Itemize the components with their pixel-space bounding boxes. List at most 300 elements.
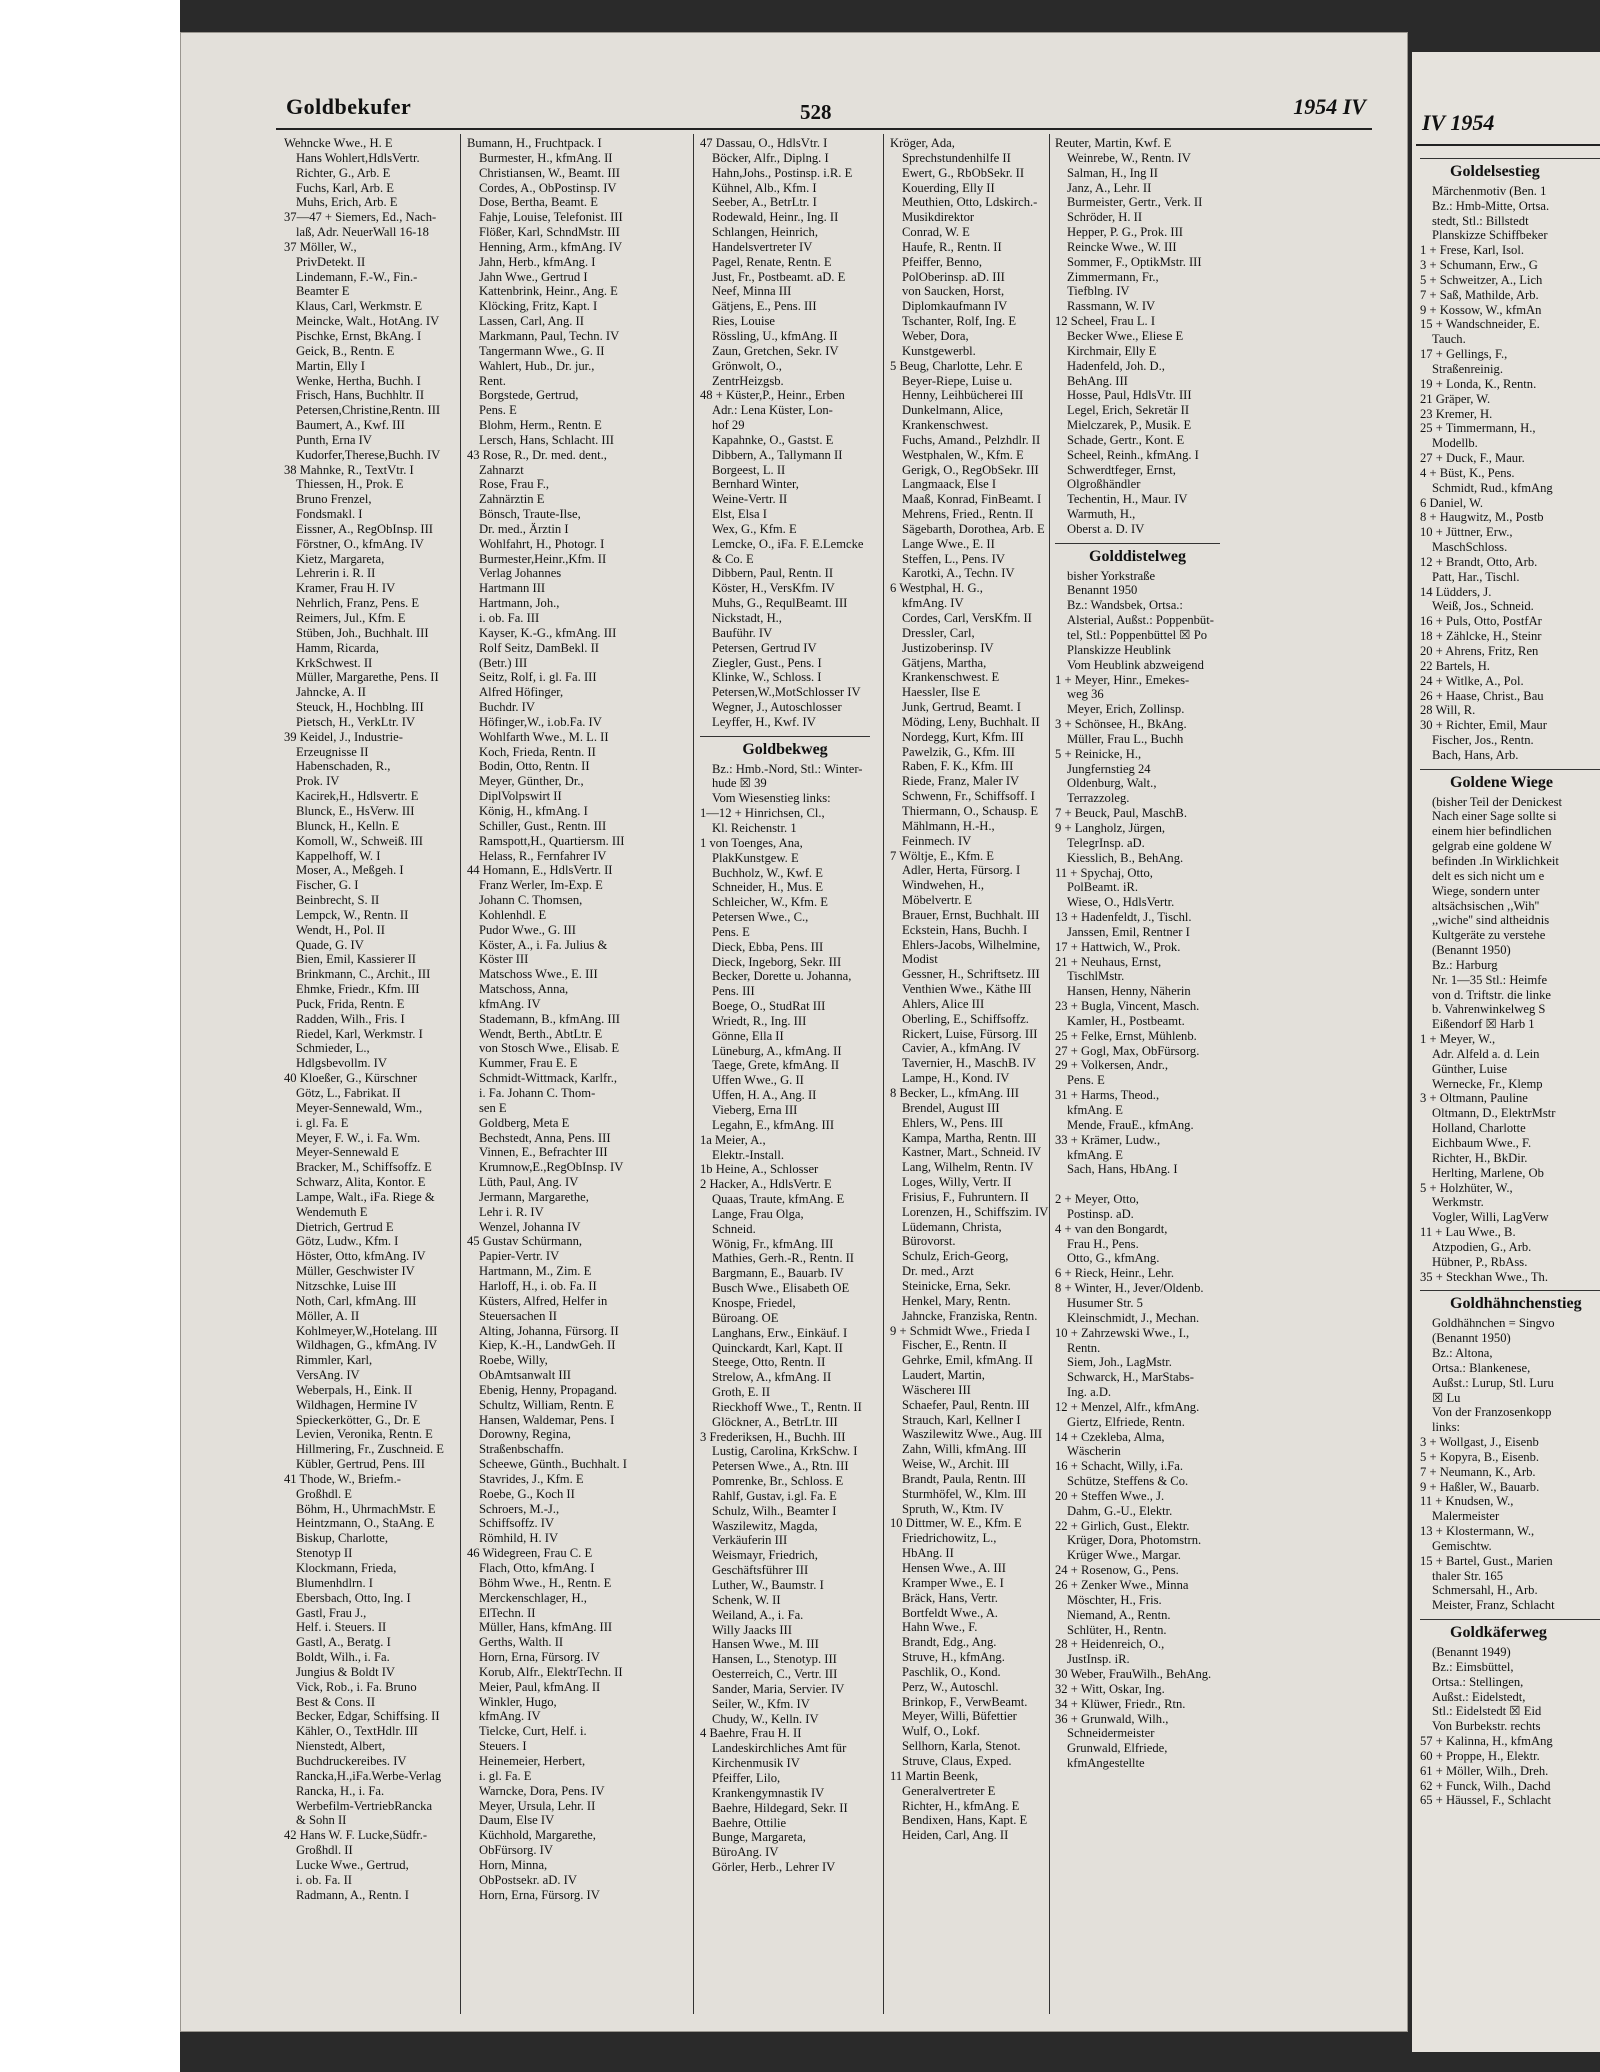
directory-entry: Weinrebe, W., Rentn. IV [1067, 150, 1191, 165]
directory-entry: Gönne, Ella II [712, 1028, 784, 1043]
directory-entry: Weber, Dora, [902, 328, 969, 343]
directory-entry: Buchdr. IV [479, 700, 535, 715]
directory-entry: Meyer, Willi, Büfettier [902, 1709, 1017, 1724]
directory-entry: 46 Widegreen, Frau C. E [467, 1546, 593, 1561]
directory-entry: 62 + Funck, Wilh., Dachd [1420, 1778, 1551, 1793]
directory-entry: 21 + Neuhaus, Ernst, [1055, 954, 1162, 969]
directory-entry: Becker, Dorette u. Johanna, [712, 969, 852, 984]
directory-entry: Stademann, B., kfmAng. III [479, 1011, 620, 1026]
directory-entry: Strauch, Karl, Kellner I [902, 1412, 1021, 1427]
directory-entry: Meister, Franz, Schlacht [1432, 1598, 1555, 1613]
directory-entry: 2 Hacker, A., HdlsVertr. E [700, 1177, 832, 1192]
column-1 [284, 136, 454, 2016]
directory-entry: Horn, Erna, Fürsorg. IV [479, 1887, 600, 1902]
directory-entry: Pens. E [712, 924, 750, 939]
directory-entry: Glöckner, A., BetrLtr. III [712, 1414, 838, 1429]
directory-entry: Bach, Hans, Arb. [1432, 747, 1519, 762]
directory-entry: Märchenmotiv (Ben. 1 [1432, 183, 1547, 198]
directory-entry: i. gl. Fa. E [296, 1115, 349, 1130]
directory-entry: Schütze, Steffens & Co. [1067, 1474, 1189, 1489]
directory-entry: Zimmermann, Fr., [1067, 269, 1159, 284]
directory-entry: Radden, Wilh., Fris. I [296, 1011, 405, 1026]
directory-entry: Alsterial, Außst.: Poppenbüt- [1067, 613, 1214, 628]
directory-entry: PolBeamt. iR. [1067, 880, 1139, 895]
directory-entry: Gastl, A., Beratg. I [296, 1635, 391, 1650]
directory-entry: kfmAng. IV [479, 996, 541, 1011]
directory-entry: Meyer, Ursula, Lehr. II [479, 1798, 596, 1813]
directory-entry: Schaefer, Paul, Rentn. III [902, 1397, 1030, 1412]
directory-entry: Stenotyp II [296, 1546, 353, 1561]
directory-entry: Roebe, G., Koch II [479, 1486, 575, 1501]
directory-entry: Nitzschke, Luise III [296, 1278, 397, 1293]
directory-entry: Ziegler, Gust., Pens. I [712, 655, 822, 670]
directory-entry: Kirchenmusik IV [712, 1756, 800, 1771]
directory-entry: Straßenreinig. [1432, 361, 1503, 376]
directory-entry: Ebenig, Henny, Propagand. [479, 1382, 618, 1397]
scan-margin [0, 0, 180, 2072]
directory-entry: Wendt, H., Pol. II [296, 922, 385, 937]
directory-entry: Verkäuferin III [712, 1533, 788, 1548]
directory-entry: von d. Triftstr. die linke [1432, 987, 1551, 1002]
directory-entry: Rassmann, W. IV [1067, 299, 1156, 314]
directory-entry: Pens. E [479, 403, 517, 418]
directory-entry: Modist [902, 952, 938, 967]
directory-entry: Frisch, Hans, Buchhltr. II [296, 388, 425, 403]
directory-entry: Jahn, Herb., kfmAng. I [479, 254, 596, 269]
directory-entry: 31 + Harms, Theod., [1055, 1088, 1160, 1103]
directory-entry: Rieckhoff Wwe., T., Rentn. II [712, 1399, 862, 1414]
directory-entry: ☒ Lu [1432, 1390, 1461, 1405]
directory-entry: Struve, H., kfmAng. [902, 1650, 1005, 1665]
directory-entry: Luther, W., Baumstr. I [712, 1578, 824, 1592]
directory-entry: Korub, Alfr., ElektrTechn. II [479, 1664, 623, 1679]
directory-entry: Schade, Gertr., Kont. E [1067, 432, 1185, 447]
directory-entry: Riedel, Karl, Werkmstr. I [296, 1026, 423, 1041]
directory-entry: Sommer, F., OptikMstr. III [1067, 254, 1202, 269]
directory-entry: Hartmann, M., Zim. E [479, 1264, 592, 1279]
directory-entry: Beyer-Riepe, Luise u. [902, 373, 1013, 388]
directory-entry: Meyer-Sennewald, Wm., [296, 1100, 423, 1115]
directory-entry: Rimmler, Karl, [296, 1353, 373, 1368]
directory-entry: Sprechstundenhilfe II [902, 150, 1011, 165]
directory-entry: Außst.: Lurup, Stl. Luru [1432, 1375, 1554, 1390]
directory-entry: Büroang. OE [712, 1310, 779, 1325]
directory-entry: Oltmann, D., ElektrMstr [1432, 1106, 1556, 1121]
directory-entry: Eichbaum Wwe., F. [1432, 1136, 1532, 1150]
directory-entry: Ortsa.: Stellingen, [1432, 1674, 1524, 1689]
directory-entry: Schlüter, H., Rentn. [1067, 1622, 1167, 1637]
directory-entry: Kiep, K.-H., LandwGeh. II [479, 1338, 616, 1353]
directory-entry: 22 Bartels, H. [1420, 658, 1490, 673]
directory-entry: 39 Keidel, J., Industrie- [284, 729, 403, 744]
directory-entry: 8 Becker, L., kfmAng. III [890, 1086, 1019, 1100]
directory-entry: 61 + Möller, Wilh., Dreh. [1420, 1763, 1549, 1778]
directory-entry: 41 Thode, W., Briefm.- [284, 1471, 401, 1486]
directory-entry: Dibbern, Paul, Rentn. II [712, 566, 834, 581]
directory-entry: 1 von Toenges, Ana, [700, 835, 803, 850]
directory-entry: 6 + Rieck, Heinr., Lehr. [1055, 1266, 1175, 1281]
directory-entry: Habenschaden, R., [296, 759, 391, 774]
directory-entry: Günther, Luise [1432, 1061, 1508, 1076]
directory-entry: Kappelhoff, W. I [296, 848, 381, 863]
directory-entry: Hahn,Johs., Postinsp. i.R. E [712, 165, 853, 180]
directory-entry: Hensen Wwe., A. III [902, 1561, 1006, 1575]
directory-entry: Görler, Herb., Lehrer IV [712, 1860, 836, 1875]
directory-entry: Steege, Otto, Rentn. II [712, 1355, 826, 1370]
directory-entry: 35 + Steckhan Wwe., Th. [1420, 1269, 1549, 1284]
directory-entry: Werkmstr. [1432, 1195, 1484, 1210]
directory-entry: von Stosch Wwe., Elisab. E [479, 1041, 620, 1056]
directory-entry: Lucke Wwe., Gertrud, [296, 1857, 409, 1872]
directory-entry: Fischer, G. I [296, 878, 359, 893]
directory-entry: Wex, G., Kfm. E [712, 521, 797, 536]
directory-entry: Weiß, Jos., Schneid. [1432, 599, 1534, 614]
directory-entry: Wehncke Wwe., H. E [284, 136, 393, 150]
directory-entry: Moser, A., Meßgeh. I [296, 863, 404, 878]
directory-entry: Wiese, O., HdlsVertr. [1067, 895, 1175, 910]
directory-entry: Hansen Wwe., M. III [712, 1637, 819, 1652]
directory-entry: 11 Martin Beenk, [890, 1768, 979, 1783]
directory-entry: Daum, Else IV [479, 1813, 555, 1828]
directory-entry: Böhm Wwe., H., Rentn. E [479, 1575, 612, 1590]
directory-entry: Wernecke, Fr., Klemp [1432, 1076, 1543, 1091]
directory-entry: 5 Beug, Charlotte, Lehr. E [890, 358, 1023, 373]
directory-entry: Oberst a. D. IV [1067, 521, 1145, 536]
directory-entry: gelgrab eine goldene W [1432, 839, 1552, 854]
directory-entry: Kühnel, Alb., Kfm. I [712, 180, 817, 195]
directory-entry: 14 Lüdders, J. [1420, 584, 1492, 599]
directory-entry: ,,wiche'' sind altheidnis [1432, 913, 1550, 928]
directory-entry: Wriedt, R., Ing. III [712, 1013, 807, 1028]
directory-entry: Bz.: Hmb.-Nord, Stl.: Winter- [712, 761, 863, 776]
directory-entry: Ortsa.: Blankenese, [1432, 1360, 1531, 1375]
directory-entry: Lassen, Carl, Ang. II [479, 314, 584, 329]
directory-entry: 5 + Reinicke, H., [1055, 746, 1142, 761]
directory-entry: Bürovorst. [902, 1234, 956, 1249]
directory-entry: 37—47 + Siemers, Ed., Nach- [284, 210, 437, 225]
directory-entry: Kouerding, Elly II [902, 180, 995, 195]
directory-entry: 7 + Saß, Mathilde, Arb. [1420, 287, 1539, 302]
directory-entry: Fahje, Louise, Telefonist. III [479, 210, 623, 225]
directory-entry: Herlting, Marlene, Ob [1432, 1165, 1544, 1180]
directory-entry: 25 + Timmermann, H., [1420, 421, 1536, 436]
directory-entry: Zaun, Gretchen, Sekr. IV [712, 343, 839, 358]
directory-entry: Winkler, Hugo, [479, 1694, 557, 1709]
directory-entry: Pagel, Renate, Rentn. E [712, 254, 832, 269]
directory-entry: Lustig, Carolina, KrkSchw. I [712, 1444, 858, 1459]
column-5 [1055, 136, 1220, 2016]
directory-entry: Perz, W., Autoschl. [902, 1679, 999, 1694]
directory-entry: Seeber, A., BetrLtr. I [712, 195, 817, 210]
next-page-edge [1412, 52, 1600, 2052]
directory-entry: 36 + Grunwald, Wilh., [1055, 1711, 1169, 1726]
directory-entry: Großhdl. II [296, 1843, 353, 1858]
directory-entry: Sellhorn, Karla, Stenot. [902, 1739, 1021, 1754]
directory-entry: Lampe, Walt., iFa. Riege & [296, 1189, 435, 1204]
directory-entry: Adler, Herta, Fürsorg. I [902, 863, 1021, 878]
directory-entry: Uffen Wwe., G. II [712, 1073, 804, 1088]
directory-entry: KrkSchwest. II [296, 655, 373, 670]
directory-entry: Schneidermeister [1067, 1726, 1155, 1741]
directory-entry: Dieck, Ebba, Pens. III [712, 939, 824, 954]
directory-entry: 4 Baehre, Frau H. II [700, 1726, 802, 1741]
directory-entry: Quaas, Traute, kfmAng. E [712, 1192, 845, 1207]
directory-entry: Nickstadt, H., [712, 611, 782, 625]
directory-entry: Ries, Louise [712, 314, 775, 329]
directory-entry: Hosse, Paul, HdlsVtr. III [1067, 388, 1192, 403]
directory-entry: Grönwolt, O., [712, 358, 782, 373]
directory-entry: Böcker, Alfr., Diplng. I [712, 150, 829, 165]
directory-entry: Techentin, H., Maur. IV [1067, 492, 1188, 507]
directory-entry: Jahncke, A. II [296, 685, 366, 700]
directory-entry: Schmidt, Rud., kfmAng [1432, 480, 1553, 495]
directory-entry: Buchdruckereibes. IV [296, 1753, 407, 1768]
directory-entry: stedt, Stl.: Billstedt [1432, 213, 1529, 228]
directory-entry: Schlangen, Heinrich, [712, 225, 818, 240]
directory-entry: Kübler, Gertrud, Pens. III [296, 1457, 425, 1472]
directory-entry: ObFürsorg. IV [479, 1843, 553, 1858]
directory-entry: Pischke, Ernst, BkAng. I [296, 328, 422, 343]
street-heading: Goldkäferweg [1420, 1619, 1600, 1641]
directory-entry: Gastl, Frau J., [296, 1605, 367, 1620]
directory-entry: 18 + Zählcke, H., Steinr [1420, 629, 1542, 644]
directory-entry: Pietsch, H., VerkLtr. IV [296, 714, 416, 729]
directory-entry: Wahlert, Hub., Dr. jur., [479, 358, 595, 373]
directory-entry: (bisher Teil der Denickest [1432, 794, 1563, 809]
directory-entry: Janssen, Emil, Rentner I [1067, 924, 1190, 939]
directory-entry: Lorenzen, H., Schiffszim. IV [902, 1204, 1049, 1219]
directory-entry: Müller, Hans, kfmAng. III [479, 1620, 613, 1635]
directory-entry: Vinnen, E., Befrachter III [479, 1145, 608, 1160]
directory-entry: Busch Wwe., Elisabeth OE [712, 1281, 850, 1296]
directory-entry: Tangermann Wwe., G. II [479, 343, 605, 358]
directory-entry: Loges, Willy, Vertr. II [902, 1175, 1012, 1190]
street-heading: Goldene Wiege [1420, 769, 1600, 791]
directory-entry: Willy Jaacks III [712, 1622, 792, 1637]
directory-entry: 2 + Meyer, Otto, [1055, 1192, 1139, 1207]
directory-entry: Nach einer Sage sollte si [1432, 809, 1557, 824]
directory-entry: Hamm, Ricarda, [296, 640, 379, 655]
directory-entry: Becker Wwe., Eliese E [1067, 328, 1184, 343]
directory-entry: Pomrenke, Br., Schloss. E [712, 1474, 844, 1489]
directory-entry: Henning, Arm., kfmAng. IV [479, 239, 623, 254]
directory-entry: einem hier befindlichen [1432, 824, 1552, 839]
directory-entry: 19 + Londa, K., Rentn. [1420, 376, 1537, 391]
directory-entry: Warncke, Dora, Pens. IV [479, 1783, 605, 1798]
directory-entry: (Betr.) III [479, 655, 528, 670]
directory-entry: Bracker, M., Schiffsoffz. E [296, 1160, 432, 1175]
directory-entry: Martin, Elly I [296, 358, 365, 373]
directory-entry: Mählmann, H.-H., [902, 818, 995, 833]
directory-entry: 44 Homann, E., HdlsVertr. II [467, 863, 613, 878]
directory-entry: Dietrich, Gertrud E [296, 1219, 394, 1234]
directory-entry: Horn, Erna, Fürsorg. IV [479, 1650, 600, 1665]
directory-entry: Kirchmair, Elly E [1067, 343, 1157, 358]
directory-entry: Oberling, E., Schiffsoffz. [902, 1011, 1029, 1026]
directory-entry: Schultz, William, Rentn. E [479, 1397, 614, 1412]
directory-entry: Brauer, Ernst, Buchhalt. III [902, 907, 1040, 922]
directory-entry: 29 + Volkersen, Andr., [1055, 1058, 1168, 1073]
page-number: 528 [800, 100, 832, 124]
directory-entry: Henkel, Mary, Rentn. [902, 1293, 1011, 1308]
directory-entry: Waszilewitz, Magda, [712, 1518, 818, 1533]
directory-entry: Weine-Vertr. II [712, 492, 788, 507]
directory-entry: Fondsmakl. I [296, 507, 363, 522]
directory-entry: Hansen, Henny, Näherin [1067, 984, 1191, 999]
directory-entry: Nr. 1—35 Stl.: Heimfe [1432, 972, 1548, 987]
directory-entry: 25 + Felke, Ernst, Mühlenb. [1055, 1028, 1197, 1043]
directory-entry: Adr. Alfeld a. d. Lein [1432, 1046, 1540, 1061]
directory-entry: 1—12 + Hinrichsen, Cl., [700, 806, 825, 821]
directory-entry: 1a Meier, A., [700, 1132, 766, 1147]
directory-entry: Großhdl. E [296, 1486, 352, 1501]
directory-entry: delt es sich nicht um e [1432, 868, 1545, 883]
directory-entry: Westphalen, W., Kfm. E [902, 447, 1024, 462]
directory-entry: 12 + Menzel, Alfr., kfmAng. [1055, 1399, 1200, 1414]
directory-entry: Schulz, Erich-Georg, [902, 1249, 1009, 1264]
directory-entry: Baehre, Ottilie [712, 1815, 787, 1830]
directory-entry: Bz.: Wandsbek, Ortsa.: [1067, 598, 1183, 613]
directory-entry: Wildhagen, G., kfmAng. IV [296, 1338, 438, 1353]
directory-entry: 26 + Haase, Christ., Bau [1420, 688, 1544, 703]
directory-entry: 10 + Zahrzewski Wwe., I., [1055, 1325, 1190, 1340]
directory-entry: thaler Str. 165 [1432, 1568, 1504, 1583]
directory-entry: 9 + Haßler, W., Bauarb. [1420, 1479, 1540, 1494]
directory-entry: Horn, Minna, [479, 1857, 548, 1872]
directory-entry: Goldhähnchen = Singvo [1432, 1316, 1555, 1331]
directory-entry: MaschSchloss. [1432, 540, 1508, 555]
next-page-header: IV 1954 [1422, 110, 1495, 135]
directory-entry: Kamler, H., Postbeamt. [1067, 1013, 1185, 1028]
directory-entry: Spruth, W., Ktm. IV [902, 1501, 1004, 1516]
directory-entry: 42 Hans W. F. Lucke,Südfr.- [284, 1828, 428, 1843]
directory-entry: Gemischtw. [1432, 1538, 1492, 1553]
directory-entry: Flach, Otto, kfmAng. I [479, 1561, 595, 1575]
directory-entry: 27 + Gogl, Max, ObFürsorg. [1055, 1043, 1200, 1058]
directory-entry: Stl.: Eidelstedt ☒ Eid [1432, 1704, 1542, 1719]
directory-entry: HbAng. II [902, 1546, 954, 1561]
directory-entry: 15 + Bartel, Gust., Marien [1420, 1553, 1553, 1568]
directory-entry: Kattenbrink, Heinr., Ang. E [479, 284, 618, 299]
directory-entry: Küsters, Alfred, Helfer in [479, 1293, 608, 1308]
directory-entry: Planskizze Schiffbeker [1432, 228, 1548, 243]
directory-entry: links: [1432, 1420, 1460, 1435]
directory-entry: Cordes, A., ObPostinsp. IV [479, 180, 617, 195]
directory-entry: Steinicke, Erna, Sekr. [902, 1278, 1011, 1293]
directory-entry: Beamter E [296, 284, 350, 299]
directory-entry: Weberpals, H., Eink. II [296, 1382, 413, 1397]
column-4 [890, 136, 1060, 2016]
directory-entry: Pens. E [1067, 1073, 1105, 1088]
directory-entry: Müller, Geschwister IV [296, 1264, 415, 1279]
directory-entry: Reimers, Jul., Kfm. E [296, 611, 406, 625]
directory-entry: Kramper Wwe., E. I [902, 1575, 1004, 1590]
directory-entry: 32 + Witt, Oskar, Ing. [1055, 1681, 1165, 1696]
directory-entry: 3 + Schönsee, H., BkAng. [1055, 717, 1187, 732]
directory-entry: Rahlf, Gustav, i.gl. Fa. E [712, 1488, 837, 1503]
directory-entry: Tschanter, Rolf, Ing. E [902, 314, 1017, 329]
directory-entry: Bargmann, E., Bauarb. IV [712, 1266, 844, 1281]
directory-entry: Groth, E. II [712, 1385, 771, 1400]
directory-entry: Terrazzoleg. [1067, 791, 1130, 806]
directory-entry: Müller, Frau L., Buchh [1067, 731, 1184, 746]
directory-entry: 4 + Büst, K., Pens. [1420, 465, 1515, 480]
directory-entry: kfmAngestellte [1067, 1756, 1145, 1771]
directory-entry: Klockmann, Frieda, [296, 1561, 397, 1575]
directory-entry: Haufe, R., Rentn. II [902, 239, 1002, 254]
directory-entry: Handelsvertreter IV [712, 239, 813, 254]
directory-entry: Bz.: Altona, [1432, 1345, 1493, 1360]
directory-entry: BüroAng. IV [712, 1845, 779, 1860]
directory-entry: Conrad, W. E [902, 225, 970, 240]
directory-entry: Malermeister [1432, 1509, 1500, 1524]
directory-entry: i. Fa. Johann C. Thom- [479, 1086, 596, 1100]
directory-entry: PolOberinsp. aD. III [902, 269, 1005, 284]
directory-entry: Hübner, P., RbAss. [1432, 1254, 1528, 1269]
directory-page [180, 32, 1408, 2032]
directory-entry: Levien, Veronika, Rentn. E [296, 1427, 433, 1442]
directory-entry: Seitz, Rolf, i. gl. Fa. III [479, 670, 597, 685]
directory-entry: Roebe, Willy, [479, 1353, 548, 1368]
directory-entry: Langmaack, Else I [902, 477, 997, 492]
directory-entry: Sägebarth, Dorothea, Arb. E [902, 521, 1045, 536]
directory-entry: Schmidt-Wittmack, Karlfr., [479, 1071, 617, 1086]
directory-entry: Dose, Bertha, Beamt. E [479, 195, 598, 210]
directory-entry: Gerigk, O., RegObSekr. III [902, 462, 1039, 477]
directory-entry: Jungfernstieg 24 [1067, 761, 1151, 776]
directory-entry: 6 Daniel, W. [1420, 495, 1483, 510]
directory-entry: Chudy, W., Kelln. IV [712, 1711, 819, 1726]
directory-entry: Riede, Franz, Maler IV [902, 774, 1020, 789]
directory-entry: Nordegg, Kurt, Kfm. III [902, 729, 1024, 744]
directory-entry: Kohlenhdl. E [479, 907, 547, 922]
directory-entry: 1 + Meyer, W., [1420, 1032, 1496, 1047]
directory-entry: Sach, Hans, HbAng. I [1067, 1162, 1178, 1177]
directory-entry: Schenk, W. II [712, 1592, 781, 1607]
directory-entry: PlakKunstgew. E [712, 850, 799, 865]
next-page-column [1420, 152, 1600, 1808]
directory-entry: Hansen, Waldemar, Pens. I [479, 1412, 615, 1427]
directory-entry: Boege, O., StudRat III [712, 999, 826, 1014]
directory-entry: König, H., kfmAng. I [479, 803, 588, 818]
directory-entry: Schiffsoffz. IV [479, 1516, 555, 1531]
directory-entry: Matschoss Wwe., E. III [479, 967, 598, 982]
directory-entry: 43 Rose, R., Dr. med. dent., [467, 447, 607, 462]
directory-entry: Punth, Erna IV [296, 432, 372, 447]
column-divider [693, 134, 694, 2014]
directory-entry: Schwerdtfeger, Ernst, [1067, 462, 1176, 477]
directory-entry: Müller, Margarethe, Pens. II [296, 670, 439, 685]
directory-entry: Olgroßhändler [1067, 477, 1141, 492]
directory-entry: 23 Kremer, H. [1420, 406, 1493, 421]
street-heading: Golddistelweg [1055, 543, 1220, 565]
directory-entry: Otto, G., kfmAng. [1067, 1251, 1160, 1266]
directory-entry: Kacirek,H., Hdlsvertr. E [296, 789, 419, 804]
directory-entry: Pudor Wwe., G. III [479, 922, 576, 937]
directory-entry: Ing. a.D. [1067, 1385, 1112, 1400]
directory-entry: Geick, B., Rentn. E [296, 343, 395, 358]
directory-entry: Kl. Reichenstr. 1 [712, 820, 797, 835]
directory-entry: Zahnärztin E [479, 492, 545, 507]
directory-entry: Möller, A. II [296, 1308, 360, 1323]
directory-entry: 5 + Holzhüter, W., [1420, 1180, 1513, 1195]
directory-entry: 37 Möller, W., [284, 239, 357, 254]
directory-entry: 8 + Winter, H., Jever/Oldenb. [1055, 1281, 1204, 1296]
directory-entry: hude ☒ 39 [712, 776, 767, 791]
directory-entry: 7 + Beuck, Paul, MaschB. [1055, 806, 1187, 821]
directory-entry: Wohlfarth Wwe., M. L. II [479, 729, 609, 744]
directory-entry: Petersen,W.,MotSchlosser IV [712, 685, 861, 700]
